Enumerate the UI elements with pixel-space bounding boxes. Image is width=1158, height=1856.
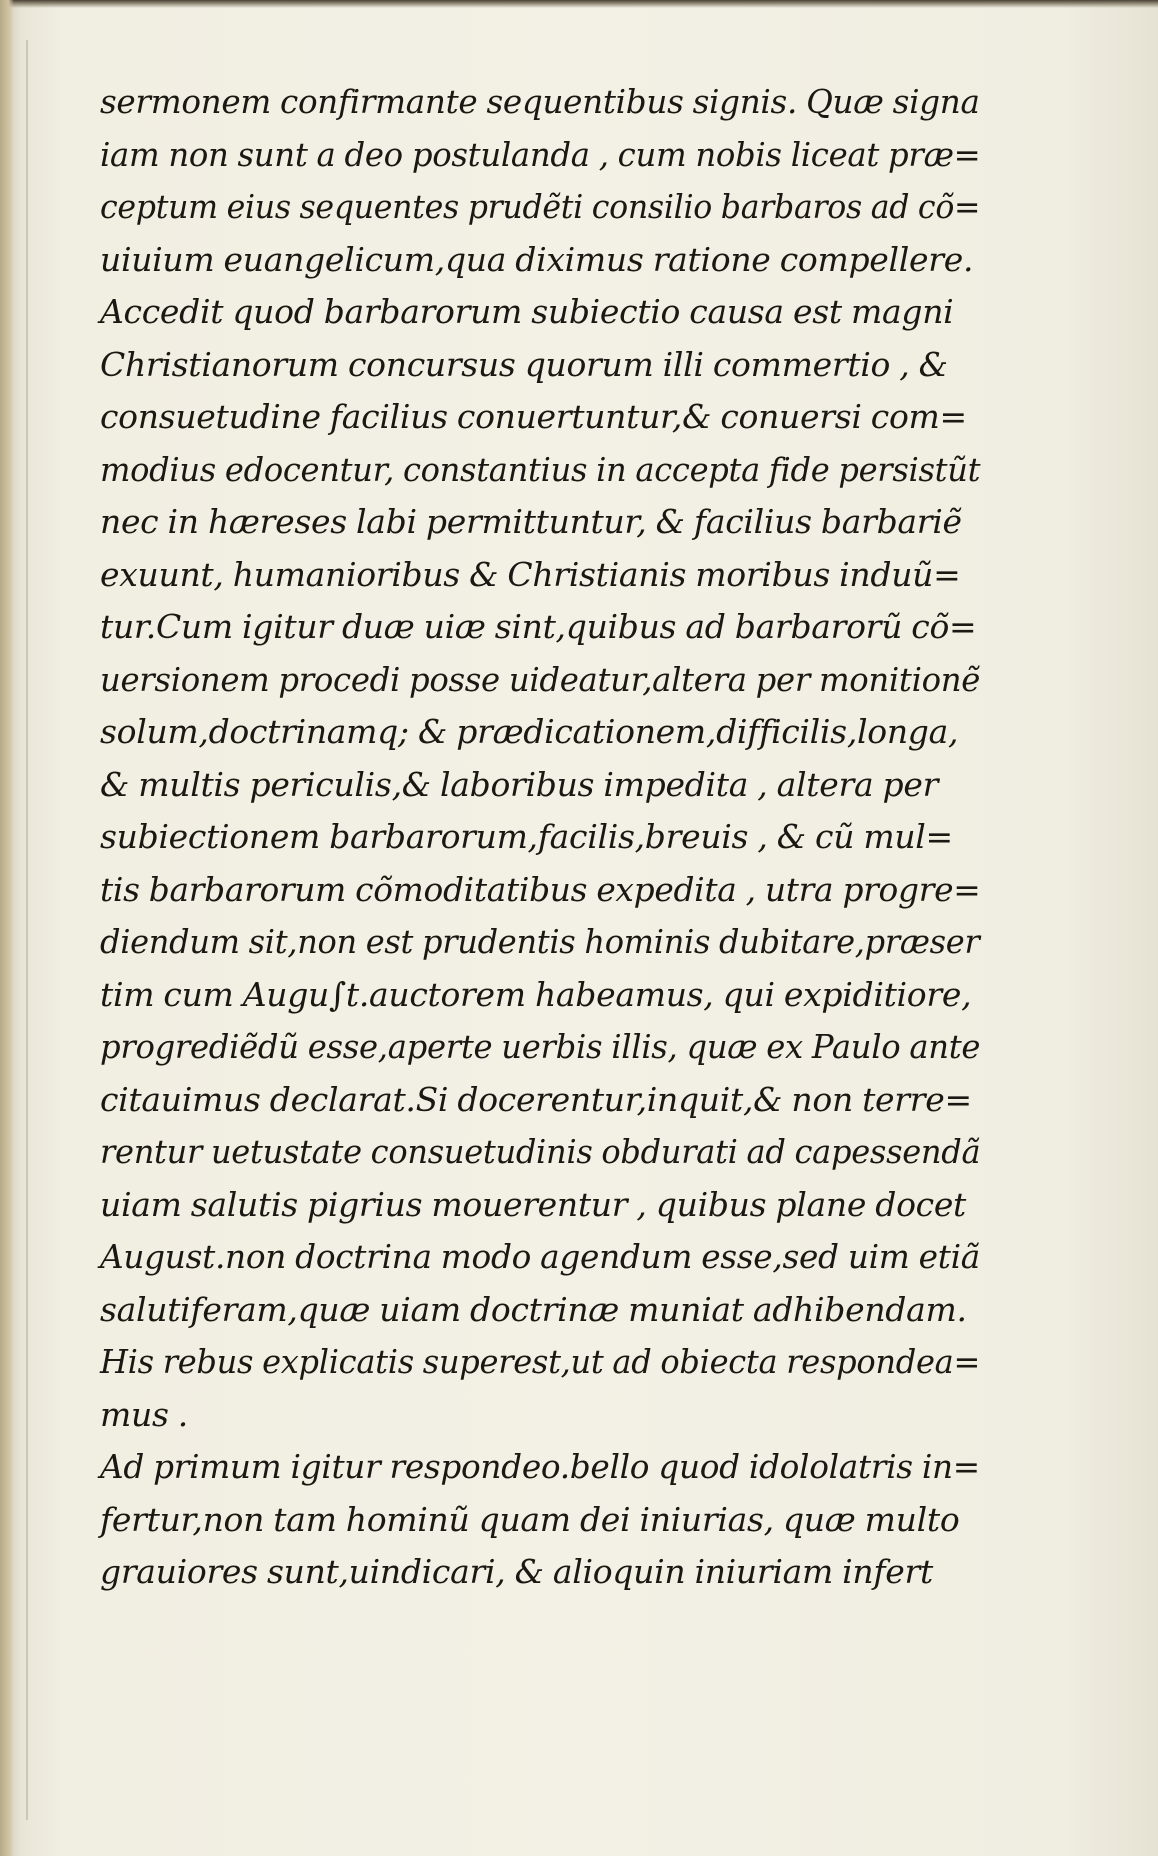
text-line: mus . (100, 1394, 188, 1434)
text-line: exuunt, humanioribus & Christianis moribus induũ= (100, 554, 961, 594)
text-line: & multis periculis,& laboribus impedita , altera per (100, 764, 939, 804)
text-line: tim cum Augu∫t.auctorem habeamus, qui expiditiore, (100, 974, 972, 1014)
text-line: salutiferam,quæ uiam doctrinæ muniat adhibendam. (100, 1289, 967, 1329)
text-line: Christianorum concursus quorum illi commertio , & (100, 344, 948, 384)
text-line: ceptum eius sequentes prudẽti consilio barbaros ad cõ= (100, 187, 981, 226)
text-line: rentur uetustate consuetudinis obdurati ad capessendã (100, 1132, 981, 1171)
binding-edge (0, 0, 14, 1856)
text-line: solum,doctrinamq; & prædicationem,difficilis,longa, (100, 712, 959, 751)
text-line: Ad primum igitur respondeo.bello quod idololatris in= (100, 1447, 980, 1486)
text-line: fertur,non tam hominũ quam dei iniurias, quæ multo (100, 1499, 960, 1539)
text-line: nec in hæreses labi permittuntur, & facilius barbariẽ (100, 502, 962, 541)
text-line: His rebus explicatis superest,ut ad obiecta respondea= (100, 1342, 981, 1381)
text-line: sermonem confirmante sequentibus signis. Quæ signa (100, 82, 980, 121)
text-line: progrediẽdũ esse,aperte uerbis illis, quæ ex Paulo ante (100, 1027, 981, 1066)
text-line: modius edocentur, constantius in accepta fide persistũt (100, 449, 981, 489)
text-line: subiectionem barbarorum,facilis,breuis , & cũ mul= (100, 817, 953, 856)
text-line: grauiores sunt,uindicari, & alioquin iniuriam infert (100, 1552, 933, 1591)
text-line: tis barbarorum cõmoditatibus expedita , utra progre= (100, 869, 981, 909)
text-line: diendum sit,non est prudentis hominis dubitare,præser (100, 922, 980, 961)
text-line: citauimus declarat.Si docerentur,inquit,& non terre= (100, 1079, 972, 1119)
text-line: August.non doctrina modo agendum esse,sed uim etiã (100, 1237, 980, 1276)
text-line: tur.Cum igitur duæ uiæ sint,quibus ad barbarorũ cõ= (100, 607, 977, 646)
text-line: uiam salutis pigrius mouerentur , quibus plane docet (100, 1184, 967, 1224)
page-top-edge (0, 0, 1158, 8)
page-fold-shadow (26, 40, 28, 1820)
text-line: consuetudine facilius conuertuntur,& conuersi com= (100, 397, 967, 436)
text-line: iam non sunt a deo postulanda , cum nobis liceat præ= (100, 134, 981, 174)
text-line: Accedit quod barbarorum subiectio causa est magni (100, 292, 954, 331)
text-line: uiuium euangelicum,qua diximus ratione compellere. (100, 239, 974, 279)
latin-text-block (100, 76, 980, 1599)
text-line: uersionem procedi posse uideatur,altera per monitionẽ (100, 659, 981, 699)
